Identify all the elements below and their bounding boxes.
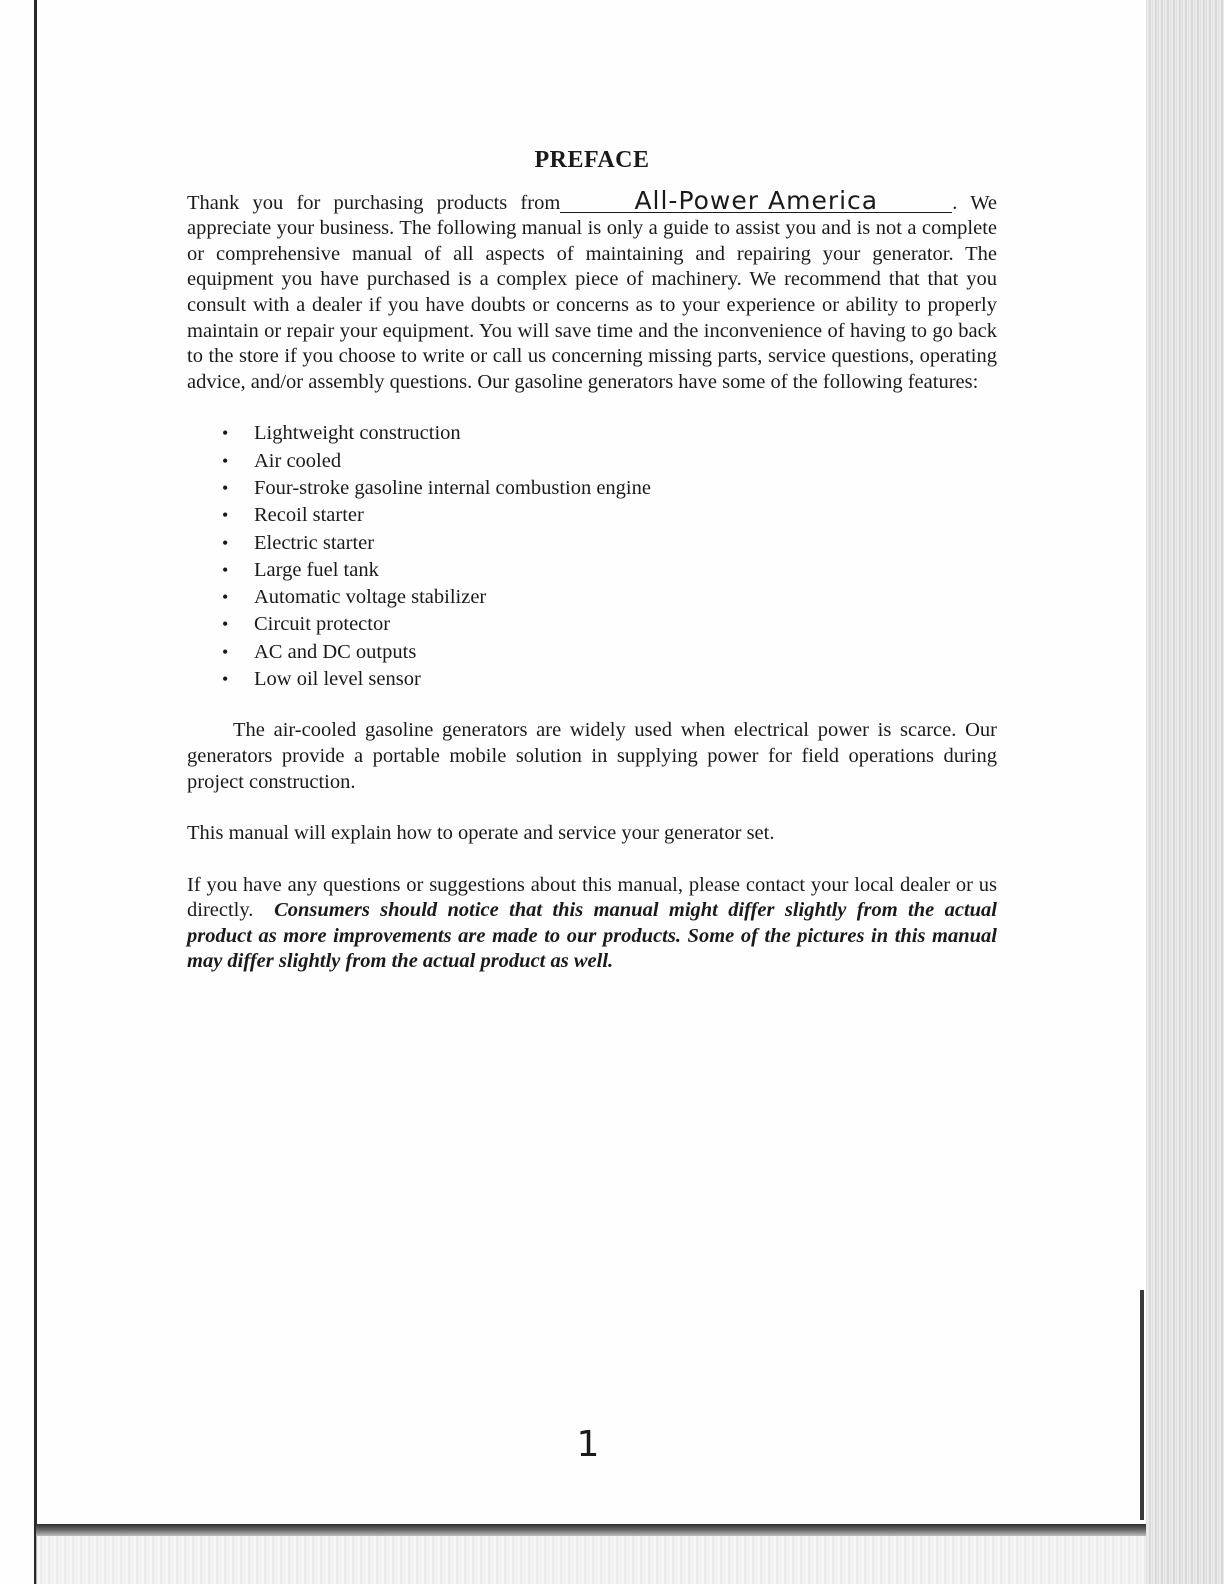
feature-list — [187, 420, 997, 693]
feature-item: • AC and DC outputs — [220, 639, 997, 666]
scan-right-edge — [1146, 0, 1224, 1584]
feature-item: • Lightweight construction — [220, 420, 997, 447]
feature-item: • Circuit protector — [220, 611, 997, 638]
feature-item: • Electric starter — [220, 530, 997, 557]
feature-item: • Air cooled — [220, 448, 997, 475]
scan-left-edge — [34, 0, 37, 1584]
feature-item: • Four-stroke gasoline internal combustion engine — [220, 475, 997, 502]
contact-paragraph — [187, 873, 997, 975]
scan-bottom-noise — [36, 1536, 1146, 1584]
intro-lead-text: Thank you for purchasing products from — [187, 191, 561, 214]
page-number: 1 — [576, 1424, 600, 1465]
scan-right-edge-line — [1140, 1290, 1144, 1520]
page-content — [187, 148, 997, 975]
manual-paragraph: This manual will explain how to operate and service your generator set. — [187, 822, 775, 845]
usage-paragraph: The air-cooled gasoline generators are widely used when electrical power is scarce. Our generators provide a portable mobile solution in supplying power for field operations during project construction. — [187, 719, 997, 793]
intro-paragraph — [187, 185, 998, 396]
feature-item: • Recoil starter — [220, 502, 997, 529]
contact-text: If you have any questions or suggestions about this manual, please contact your local dealer or us directly. — [187, 873, 997, 922]
feature-item: • Large fuel tank — [220, 557, 997, 584]
company-name: All-Power America — [560, 190, 952, 213]
feature-item: • Low oil level sensor — [220, 666, 997, 693]
scan-bottom-edge — [36, 1524, 1146, 1536]
feature-item: • Automatic voltage stabilizer — [220, 584, 997, 611]
product-notice: Consumers should notice that this manual might differ slightly from the actual product as more improvements are made to our products. Some of the pictures in this manual may differ slightly from the actual product as well. — [187, 899, 997, 973]
intro-body-text: . We appreciate your business. The following manual is only a guide to assist you and is not a complete or comprehensive manual of all aspects of maintaining and repairing your generator. The equipment you have purchased is a complex piece of machinery. We recommend that that you consult with a dealer if you have doubts or concerns as to your experience or ability to properly maintain or repair your equipment. You will save time and the inconvenience of having to go back to the store if you choose to write or call us concerning missing parts, service questions, operating advice, and/or assembly questions. Our gasoline generators have some of the following features: — [187, 191, 998, 393]
page-title: PREFACE — [534, 147, 650, 173]
